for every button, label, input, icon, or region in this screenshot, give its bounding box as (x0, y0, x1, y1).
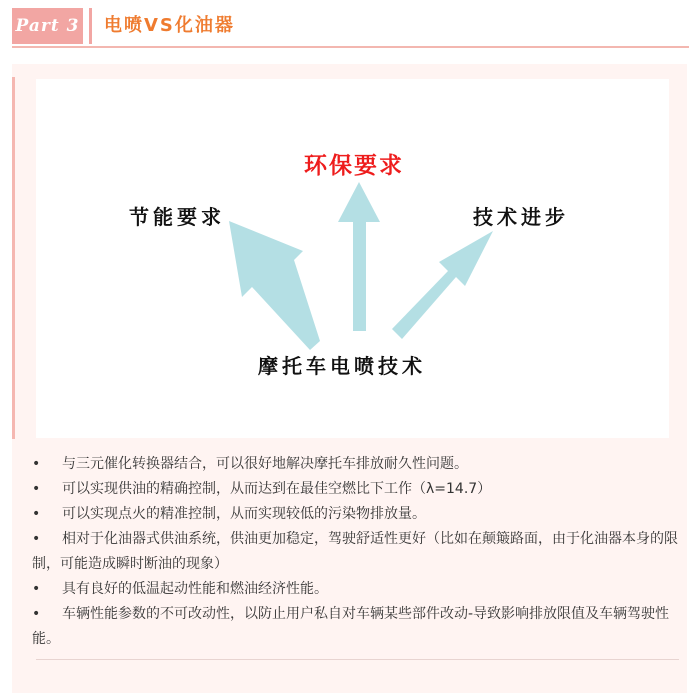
list-item (32, 602, 680, 652)
list-item-text: 具有良好的低温起动性能和燃油经济性能。 (62, 581, 328, 597)
panel-accent-bar (12, 77, 15, 439)
list-item (32, 502, 680, 527)
center-arrow (338, 182, 380, 331)
list-item-text: 车辆性能参数的不可改动性，以防止用户私自对车辆某些部件改动-导致影响排放限值及车辆驾驶性能。 (32, 606, 670, 647)
list-item-text: 与三元催化转换器结合，可以很好地解决摩托车排放耐久性问题。 (62, 456, 468, 472)
list-item-text: 相对于化油器式供油系统，供油更加稳定，驾驶舒适性更好（比如在颠簸路面，由于化油器本身的限制，可能造成瞬时断油的现象） (32, 531, 678, 572)
list-item (32, 527, 680, 577)
tag-divider (89, 8, 92, 44)
list-item (32, 577, 680, 602)
bullet-icon: • (32, 531, 41, 547)
technology-progress-label: 技术进步 (473, 205, 569, 229)
bullet-icon: • (32, 481, 41, 497)
bottom-divider (36, 659, 679, 660)
energy-saving-label: 节能要求 (129, 205, 225, 229)
bullet-icon: • (32, 606, 41, 622)
part-tag: Part 3 (12, 8, 83, 44)
right-arrow (392, 231, 493, 339)
left-arrow (229, 221, 320, 350)
section-header (12, 8, 687, 44)
advantages-list (32, 452, 680, 652)
header-underline (12, 46, 689, 48)
list-item-text: 可以实现供油的精确控制，从而达到在最佳空燃比下工作（λ=14.7） (62, 481, 492, 497)
environmental-requirement-label: 环保要求 (304, 152, 404, 179)
list-item-text: 可以实现点火的精准控制，从而实现较低的污染物排放量。 (62, 506, 426, 522)
bullet-icon: • (32, 456, 41, 472)
bullet-icon: • (32, 506, 41, 522)
benefits-diagram (36, 79, 669, 438)
arrow-graphic (36, 79, 669, 438)
list-item (32, 452, 680, 477)
motorcycle-efi-label: 摩托车电喷技术 (258, 354, 426, 378)
bullet-icon: • (32, 581, 41, 597)
list-item (32, 477, 680, 502)
section-title: 电喷VS化油器 (104, 15, 235, 36)
